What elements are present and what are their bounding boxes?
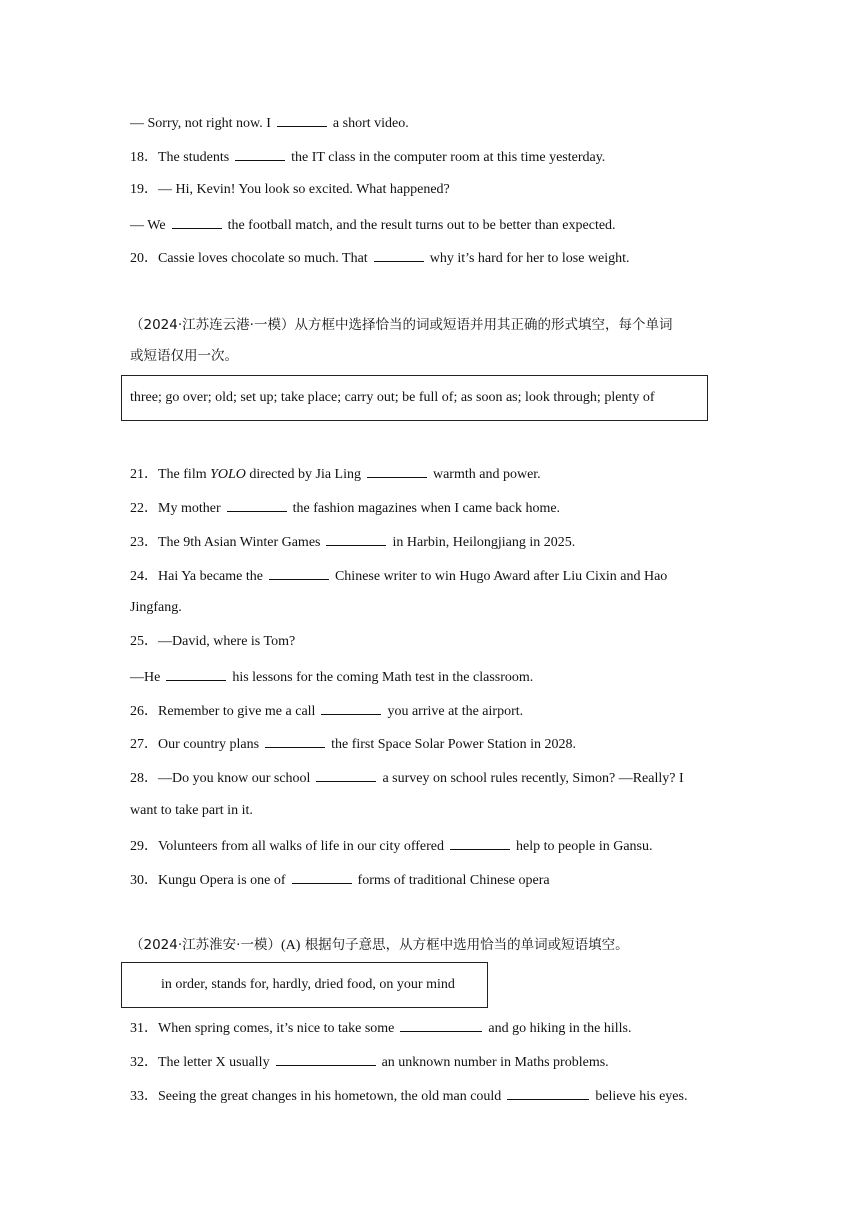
answer-blank xyxy=(172,214,222,229)
answer-blank xyxy=(166,666,226,681)
question-24: 24．Hai Ya became the Chinese writer to win Hugo Award after Liu Cixin and Hao xyxy=(130,565,667,587)
question-19-answer-line: — We the football match, and the result turns out to be better than expected. xyxy=(130,214,616,236)
word-box: in order, stands for, hardly, dried food, on your mind xyxy=(121,962,488,1008)
question-32: 32．The letter X usually an unknown number in Maths problems. xyxy=(130,1051,609,1073)
question-30: 30．Kungu Opera is one of forms of traditional Chinese opera xyxy=(130,869,550,891)
question-27: 27．Our country plans the first Space Solar Power Station in 2028. xyxy=(130,733,576,755)
answer-blank xyxy=(400,1017,482,1032)
question-17-answer-line: — Sorry, not right now. I a short video. xyxy=(130,112,409,134)
answer-blank xyxy=(276,1051,376,1066)
question-25-answer-line: —He his lessons for the coming Math test in the classroom. xyxy=(130,666,533,688)
answer-blank xyxy=(321,700,381,715)
question-19: 19．— Hi, Kevin! You look so excited. What happened? xyxy=(130,182,450,197)
question-23: 23．The 9th Asian Winter Games in Harbin, Heilongjiang in 2025. xyxy=(130,531,575,553)
section-header-huaian: （2024·江苏淮安·一模）(A) 根据句子意思，从方框中选用恰当的单词或短语填空。 xyxy=(130,937,629,953)
question-21: 21．The film YOLO directed by Jia Ling warmth and power. xyxy=(130,463,541,485)
question-20: 20．Cassie loves chocolate so much. That why it’s hard for her to lose weight. xyxy=(130,247,630,269)
question-22: 22．My mother the fashion magazines when I came back home. xyxy=(130,497,560,519)
section-header-lianyungang-line2: 或短语仅用一次。 xyxy=(130,348,238,364)
answer-blank xyxy=(265,733,325,748)
question-25: 25．—David, where is Tom? xyxy=(130,634,296,649)
answer-blank xyxy=(269,565,329,580)
answer-blank xyxy=(450,835,510,850)
question-18: 18．The students the IT class in the computer room at this time yesterday. xyxy=(130,146,605,168)
answer-blank xyxy=(235,146,285,161)
question-33: 33．Seeing the great changes in his hometown, the old man could believe his eyes. xyxy=(130,1085,687,1107)
answer-blank xyxy=(277,112,327,127)
answer-blank xyxy=(227,497,287,512)
question-31: 31．When spring comes, it’s nice to take some and go hiking in the hills. xyxy=(130,1017,632,1039)
answer-blank xyxy=(367,463,427,478)
answer-blank xyxy=(507,1085,589,1100)
question-28-line2: want to take part in it. xyxy=(130,803,253,818)
section-header-lianyungang: （2024·江苏连云港·一模）从方框中选择恰当的词或短语并用其正确的形式填空，每个单词 xyxy=(130,317,673,333)
question-29: 29．Volunteers from all walks of life in our city offered help to people in Gansu. xyxy=(130,835,653,857)
word-box: three; go over; old; set up; take place; carry out; be full of; as soon as; look through; plenty of xyxy=(121,375,708,421)
question-28: 28．—Do you know our school a survey on school rules recently, Simon? —Really? I xyxy=(130,767,684,789)
answer-blank xyxy=(316,767,376,782)
question-24-line2: Jingfang. xyxy=(130,600,182,615)
answer-blank xyxy=(374,247,424,262)
answer-blank xyxy=(326,531,386,546)
question-26: 26．Remember to give me a call you arrive at the airport. xyxy=(130,700,523,722)
answer-blank xyxy=(292,869,352,884)
